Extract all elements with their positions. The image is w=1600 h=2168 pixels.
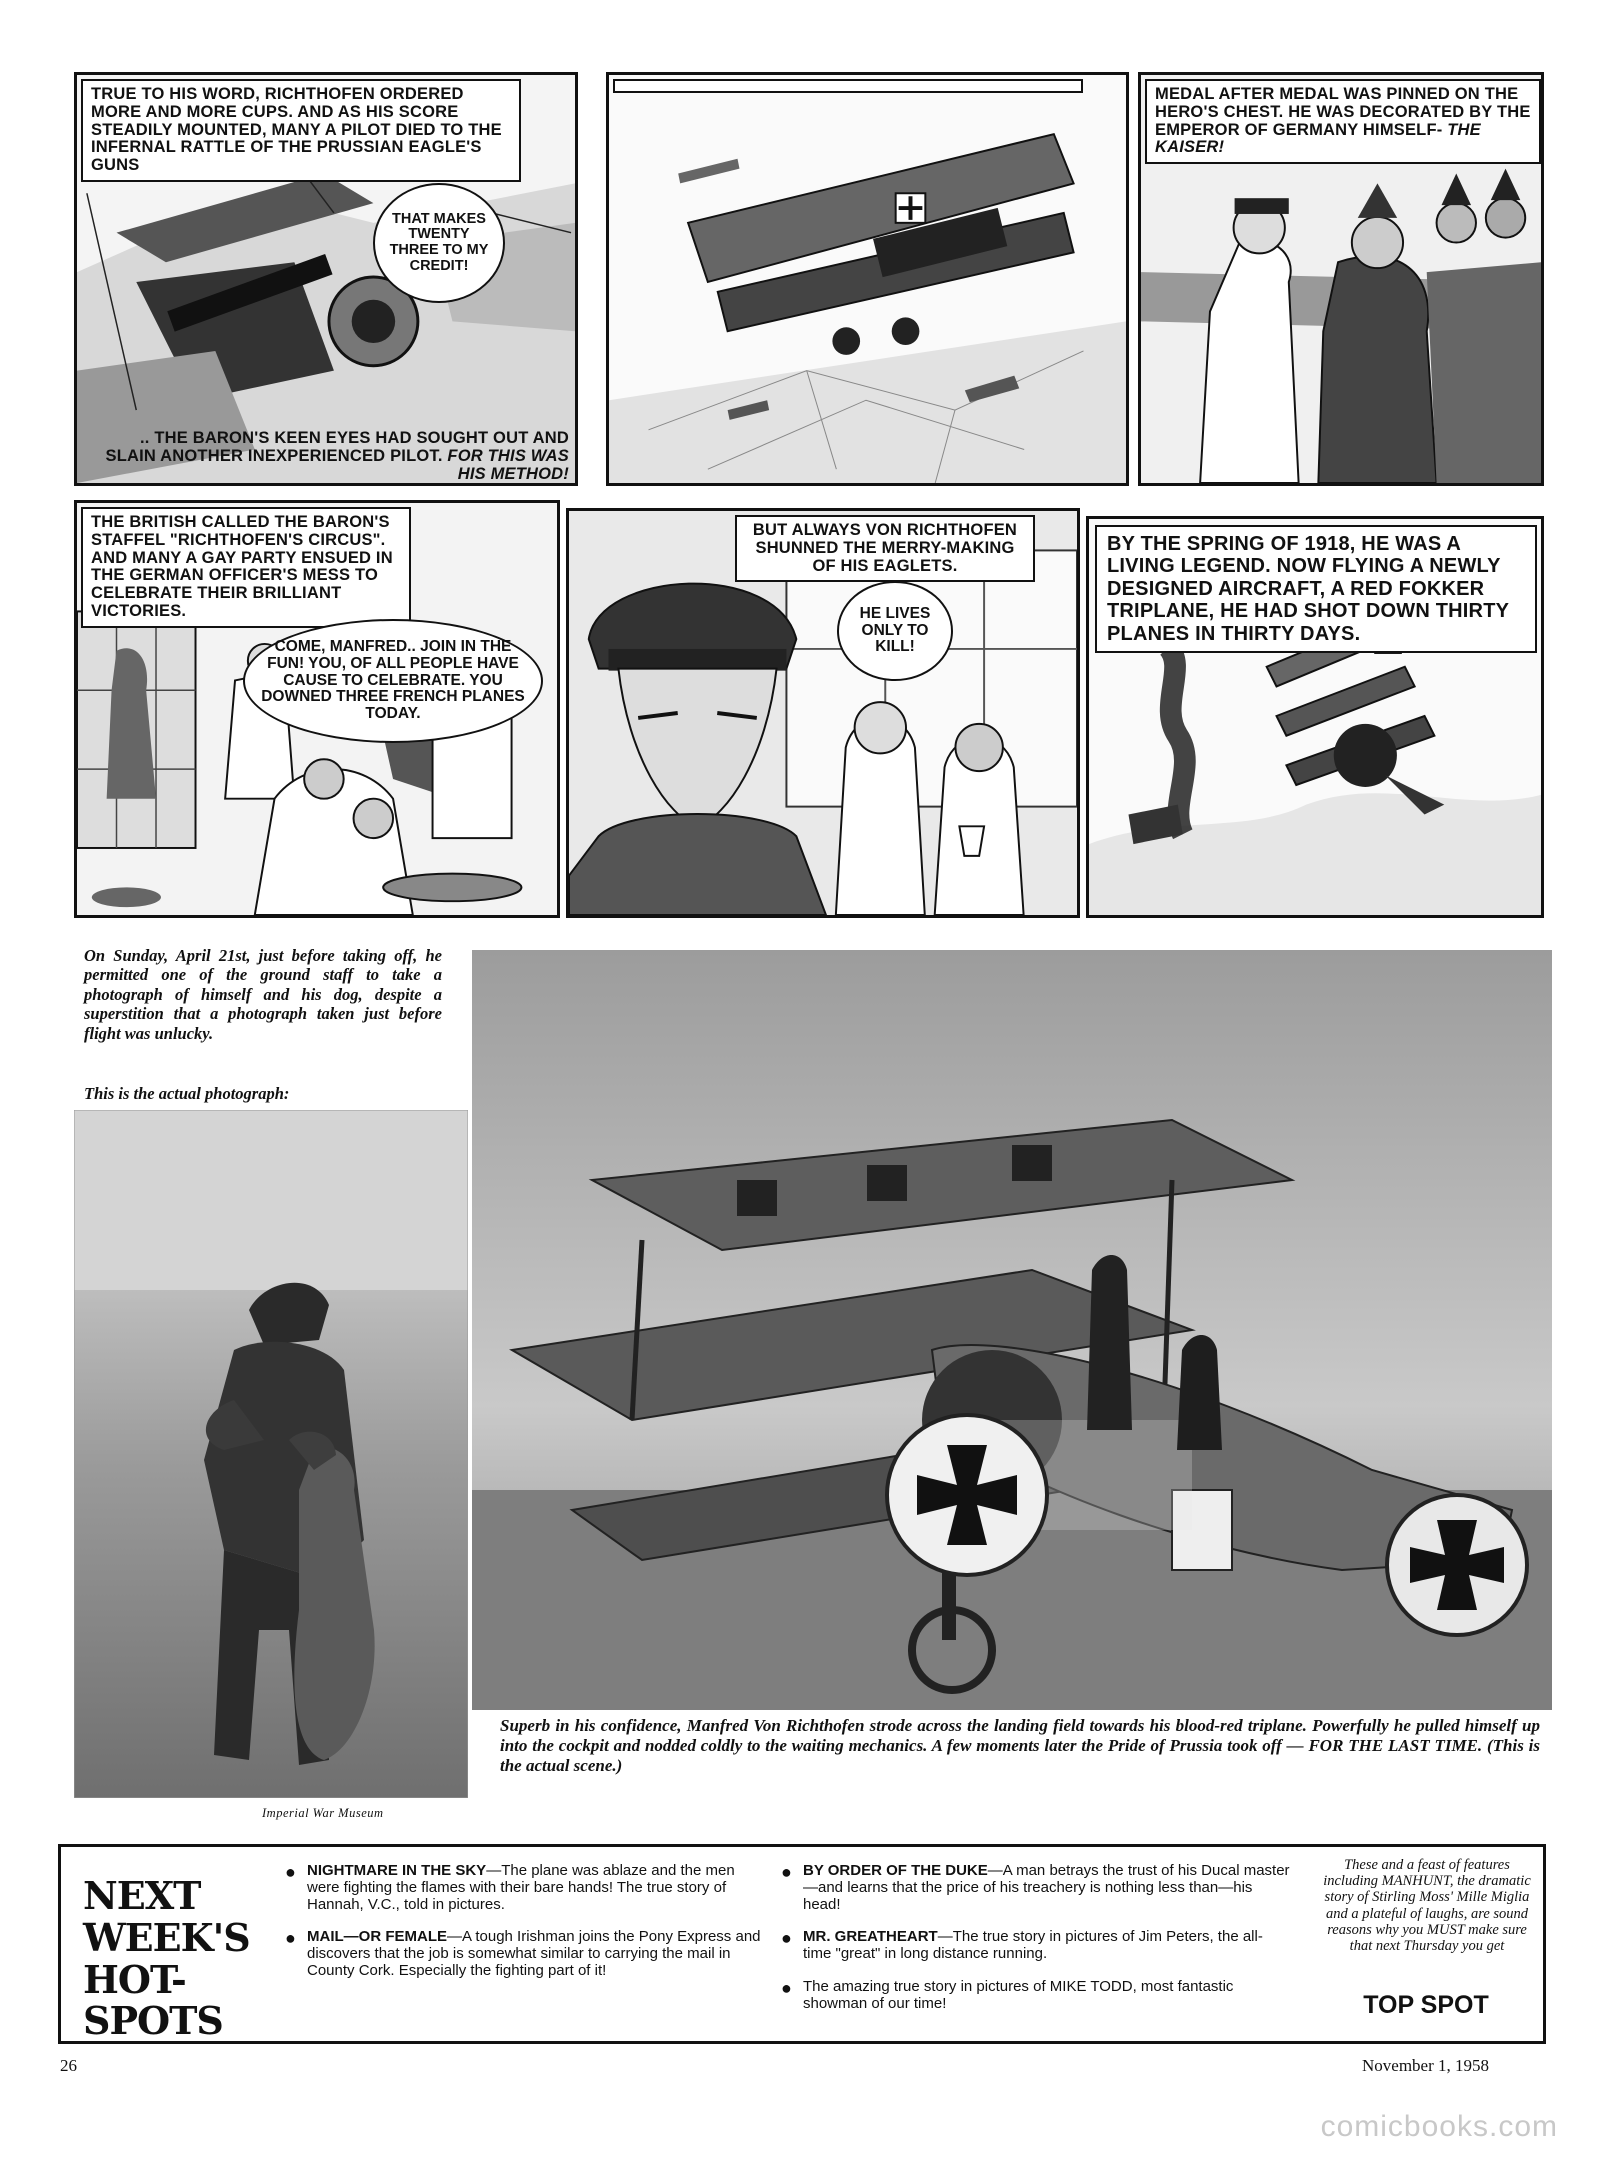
panel-1-bottom-caption xyxy=(87,425,577,486)
hot-spot-title: MAIL—OR FEMALE xyxy=(307,1928,447,1946)
hot-spot-text: —A man betrays the trust of his Ducal master—and learns that the price of his treachery is nothing less than—his head! xyxy=(803,1862,1290,1913)
pilot-with-dog-photo xyxy=(74,1110,468,1798)
hot-spots-column-2 xyxy=(781,1863,1291,2029)
pilot-with-dog-image xyxy=(74,1110,468,1798)
bullet-icon: ● xyxy=(781,1928,792,1949)
top-spot-title: TOP SPOT xyxy=(1363,1991,1489,2019)
panel-4-speech-balloon: COME, MANFRED.. JOIN IN THE FUN! YOU, OF ALL PEOPLE HAVE CAUSE TO CELEBRATE. YOU DOWNED THREE FRENCH PLANES TODAY. xyxy=(243,619,543,743)
triplane-image xyxy=(472,950,1552,1710)
panel-1-caption: TRUE TO HIS WORD, RICHTHOFEN ORDERED MORE AND MORE CUPS. AND AS HIS SCORE STEADILY MOUNTED, MANY A PILOT DIED TO THE INFERNAL RATTLE OF THE PRUSSIAN EAGLE'S GUNS xyxy=(81,79,521,182)
hot-spot-title: BY ORDER OF THE DUKE xyxy=(803,1862,988,1879)
heading-line-2: WEEK'S xyxy=(83,1914,250,1960)
panel-4-caption: THE BRITISH CALLED THE BARON'S STAFFEL "RICHTHOFEN'S CIRCUS". AND MANY A GAY PARTY ENSUED IN THE GERMAN OFFICER'S MESS TO CELEBRATE THEIR BRILLIANT VICTORIES. xyxy=(81,507,411,628)
panel-3-caption xyxy=(1145,79,1541,164)
next-week-heading xyxy=(83,1875,263,2042)
comic-panel-1 xyxy=(74,72,578,486)
next-week-box xyxy=(58,1844,1546,2044)
panel-2-artwork xyxy=(609,75,1126,483)
page-number: 26 xyxy=(60,2056,77,2075)
panel-1-bottom-caption-emphasis: FOR THIS WAS HIS METHOD! xyxy=(447,446,569,483)
hot-spots-column-1 xyxy=(285,1863,765,1996)
bullet-icon: ● xyxy=(781,1977,792,1998)
bullet-icon: ● xyxy=(285,1862,296,1882)
issue-date: November 1, 1958 xyxy=(1362,2056,1490,2075)
panel-3-caption-emphasis: THE KAISER! xyxy=(1155,120,1481,157)
hot-spot-item xyxy=(781,1979,1291,2013)
comic-panel-6 xyxy=(1086,516,1544,918)
hot-spot-item xyxy=(285,1929,765,1979)
panel-1-speech-balloon: THAT MAKES TWENTY THREE TO MY CREDIT! xyxy=(373,183,505,303)
heading-line-1: NEXT xyxy=(83,1873,201,1918)
triplane-caption: Superb in his confidence, Manfred Von Richthofen strode across the landing field towards his blood-red triplane. Powerfully he pulled himself up into the cockpit and nodded coldly to the waiting mechanics. A few moments later the Pride of Prussia took off — FOR THE LAST TIME. (This is the actual scene.) xyxy=(500,1716,1540,1776)
triplane-photo xyxy=(472,950,1552,1710)
panel-5-speech-balloon: HE LIVES ONLY TO KILL! xyxy=(837,581,953,681)
hot-spot-text: —A tough Irishman joins the Pony Express and discovers that the job is somewhat similar to carrying the mail in County Cork. Especially the fighting part of it! xyxy=(307,1928,761,1979)
panel-5-caption: BUT ALWAYS VON RICHTHOFEN SHUNNED THE MERRY-MAKING OF HIS EAGLETS. xyxy=(735,515,1035,582)
hot-spot-title: NIGHTMARE IN THE SKY xyxy=(307,1862,487,1879)
comic-panel-2 xyxy=(606,72,1129,486)
photo-credit: Imperial War Museum xyxy=(262,1806,384,1820)
bullet-icon: ● xyxy=(285,1928,296,1949)
comic-panel-4 xyxy=(74,500,560,918)
panel-3-caption-text: MEDAL AFTER MEDAL WAS PINNED ON THE HERO'S CHEST. HE WAS DECORATED BY THE EMPEROR OF GERMANY HIMSELF- xyxy=(1155,85,1531,139)
hot-spot-item xyxy=(781,1929,1291,1963)
panel-6-caption: BY THE SPRING OF 1918, HE WAS A LIVING LEGEND. NOW FLYING A NEWLY DESIGNED AIRCRAFT, A RED FOKKER TRIPLANE, HE HAD SHOT DOWN THIRTY PLANES IN THIRTY DAYS. xyxy=(1095,525,1537,653)
hot-spot-text: The amazing true story in pictures of MIKE TODD, most fantastic showman of our time! xyxy=(803,1977,1234,2012)
photo-intro-note: This is the actual photograph: xyxy=(84,1084,290,1103)
watermark: comicbooks.com xyxy=(1320,2110,1558,2143)
hot-spot-item xyxy=(285,1863,765,1913)
hot-spot-text: —The true story in pictures of Jim Peters, the all-time "great" in long distance running. xyxy=(803,1928,1263,1963)
bullet-icon: ● xyxy=(781,1862,792,1882)
panel-1-bottom-caption-text: .. THE BARON'S KEEN EYES HAD SOUGHT OUT AND SLAIN ANOTHER INEXPERIENCED PILOT. xyxy=(105,429,569,465)
hot-spot-title: MR. GREATHEART xyxy=(803,1928,938,1946)
hot-spot-item xyxy=(781,1863,1291,1913)
promo-text: These and a feast of features including MANHUNT, the dramatic story of Stirling Moss' Mille Miglia and a plateful of laughs, are sound reasons why you MUST make sure that next Thursday you get xyxy=(1323,1857,1531,1955)
heading-line-4: SPOTS xyxy=(83,1998,223,2044)
hot-spot-text: —The plane was ablaze and the men were fighting the flames with their bare hands! The true story of Hannah, V.C., told in pictures. xyxy=(307,1862,735,1913)
comic-panel-3 xyxy=(1138,72,1544,486)
photo-intro-text: On Sunday, April 21st, just before taking off, he permitted one of the ground staff to take a photograph of himself and his dog, despite a superstition that a photograph taken just before flight was unlucky. xyxy=(84,946,442,1043)
panel-2-caption xyxy=(613,79,1083,93)
comic-panel-5 xyxy=(566,508,1080,918)
heading-line-3: HOT- xyxy=(83,1956,186,2002)
